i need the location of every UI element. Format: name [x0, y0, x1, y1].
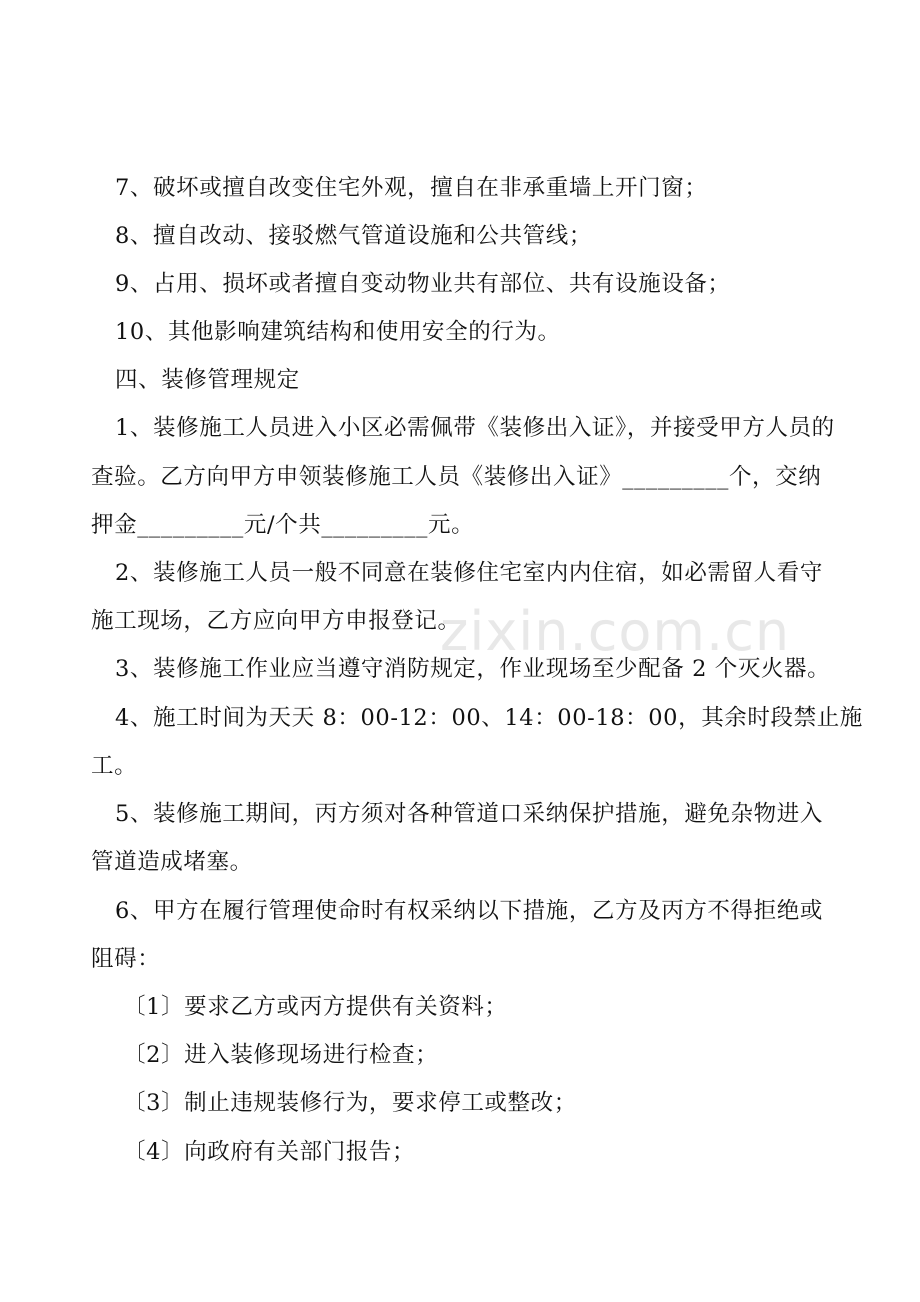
rule-3: 3、装修施工作业应当遵守消防规定，作业现场至少配备 2 个灭火器。 [115, 656, 831, 682]
measure-1: 〔1〕要求乙方或丙方提供有关资料； [123, 994, 508, 1020]
rule-6-line-2: 阻碍： [91, 946, 161, 972]
rule-6-line-1: 6、甲方在履行管理使命时有权采纳以下措施，乙方及丙方不得拒绝或 [115, 898, 823, 924]
rule-5-line-2: 管道造成堵塞。 [91, 849, 253, 875]
section-heading-4: 四、装修管理规定 [115, 367, 300, 393]
rule-5-line-1: 5、装修施工期间，丙方须对各种管道口采纳保护措施，避免杂物进入 [115, 801, 823, 827]
watermark: zixin.com.cn [440, 600, 791, 663]
rule-2-line-2: 施工现场，乙方应向甲方申报登记。 [91, 608, 461, 634]
measure-4: 〔4〕向政府有关部门报告； [123, 1139, 416, 1165]
clause-7: 7、破坏或擅自改变住宅外观，擅自在非承重墙上开门窗； [115, 175, 708, 201]
rule-1-line-1: 1、装修施工人员进入小区必需佩带《装修出入证》，并接受甲方人员的 [115, 415, 835, 441]
clause-8: 8、擅自改动、接驳燃气管道设施和公共管线； [115, 223, 592, 249]
rule-1-line-2: 查验。乙方向甲方申领装修施工人员《装修出入证》_________个，交纳 [91, 464, 822, 490]
rule-2-line-1: 2、装修施工人员一般不同意在装修住宅室内内住宿，如必需留人看守 [115, 560, 823, 586]
clause-10: 10、其他影响建筑结构和使用安全的行为。 [115, 319, 561, 345]
measure-2: 〔2〕进入装修现场进行检查； [123, 1042, 439, 1068]
clause-9: 9、占用、损坏或者擅自变动物业共有部位、共有设施设备； [115, 271, 731, 297]
measure-3: 〔3〕制止违规装修行为，要求停工或整改； [123, 1090, 577, 1116]
rule-4-line-2: 工。 [91, 753, 138, 779]
rule-1-line-3: 押金_________元/个共_________元。 [91, 512, 475, 538]
rule-4-line-1: 4、施工时间为天天 8：00-12：00、14：00-18：00，其余时段禁止施 [115, 705, 863, 731]
